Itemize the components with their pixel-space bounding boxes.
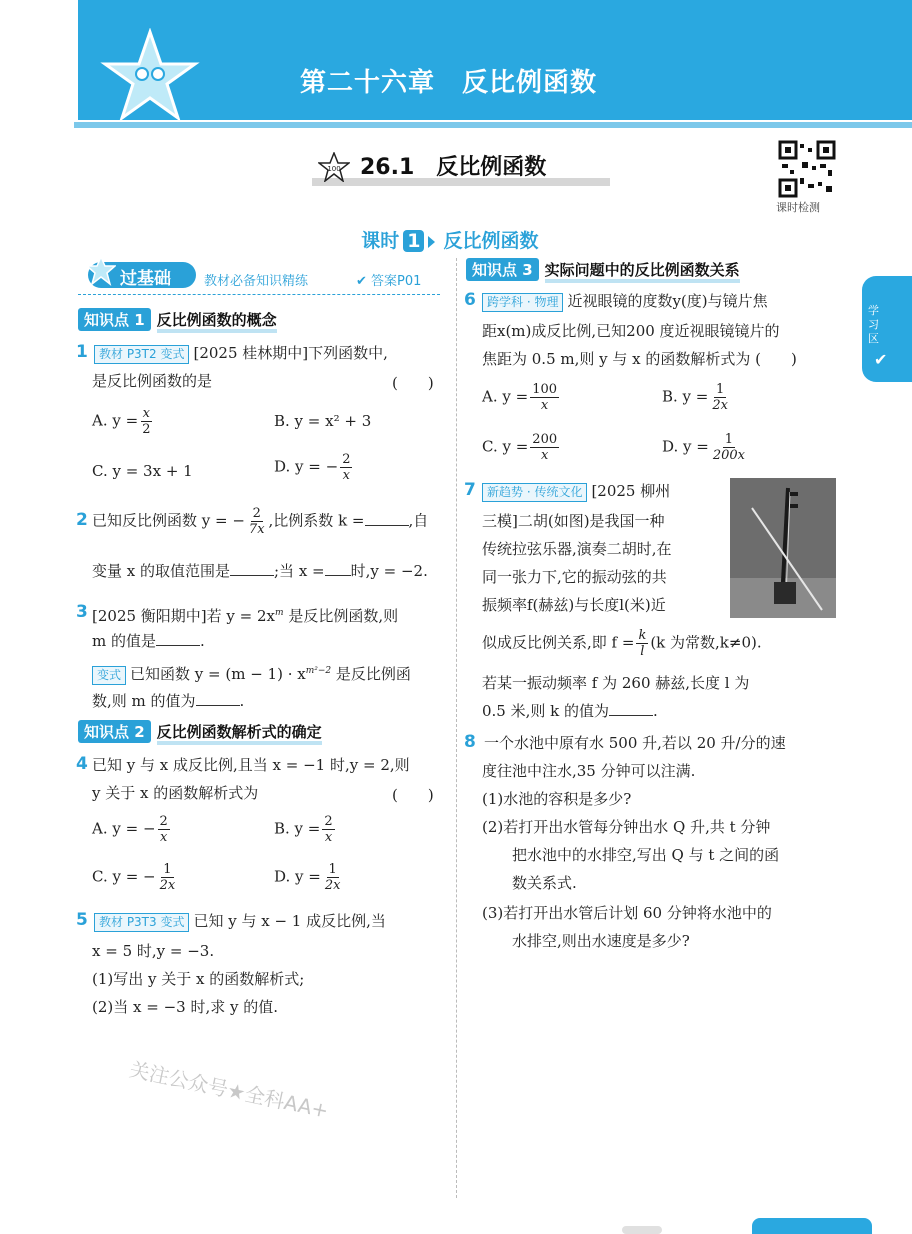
opt-label: C. y = − bbox=[92, 867, 156, 886]
q2-text-c: ,自 bbox=[408, 511, 429, 530]
q3-text-c: m 的值是 bbox=[92, 632, 156, 650]
answer-blank[interactable] bbox=[365, 525, 409, 526]
q8-sub3-line2: 水排空,则出水速度是多少? bbox=[512, 932, 690, 950]
lesson-heading bbox=[348, 204, 539, 253]
q3-variant-text-b: 是反比例函 bbox=[331, 665, 411, 683]
arrow-right-icon bbox=[428, 236, 435, 248]
q2-text-b: ,比例系数 k = bbox=[268, 511, 365, 530]
q5-sub1: (1)写出 y 关于 x 的函数解析式; bbox=[92, 970, 305, 988]
q2-line2 bbox=[92, 560, 428, 582]
q4-line1: 已知 y 与 x 成反比例,且当 x = −1 时,y = 2,则 bbox=[92, 756, 410, 774]
opt-label: A. y = − bbox=[92, 819, 156, 838]
q7-line5: 振频率f(赫兹)与长度l(米)近 bbox=[482, 596, 666, 614]
question-number: 3 bbox=[76, 602, 88, 622]
checkmark-icon: ✔ bbox=[874, 350, 888, 369]
answer-blank[interactable] bbox=[156, 645, 200, 646]
question-tag: 教材 P3T3 变式 bbox=[94, 913, 189, 932]
numerator: 2 bbox=[159, 814, 168, 829]
fraction bbox=[530, 382, 559, 413]
q3-variant-line1 bbox=[92, 660, 411, 685]
q4-option-c[interactable] bbox=[92, 862, 179, 893]
q4-line2: y 关于 x 的函数解析式为 bbox=[92, 784, 259, 802]
q8-sub3-line1: (3)若打开出水管后计划 60 分钟将水池中的 bbox=[482, 904, 772, 922]
opt-label: D. y = bbox=[274, 867, 321, 886]
lesson-title: 反比例函数 bbox=[443, 230, 539, 252]
q1-option-d[interactable] bbox=[274, 452, 354, 483]
kp-title: 反比例函数解析式的确定 bbox=[157, 723, 322, 745]
q8-sub2-line3: 数关系式. bbox=[512, 874, 577, 892]
q1-line1 bbox=[94, 342, 388, 364]
answer-blank[interactable] bbox=[230, 575, 274, 576]
numerator: 2 bbox=[252, 506, 261, 521]
fraction bbox=[158, 814, 170, 845]
knowledge-point-3 bbox=[466, 258, 740, 281]
opt-label: B. y = bbox=[662, 387, 709, 406]
q6-line3: 焦距为 0.5 m,则 y 与 x 的函数解析式为 ( ) bbox=[482, 350, 797, 368]
lesson-number: 1 bbox=[403, 230, 424, 252]
q7-line1 bbox=[482, 480, 670, 502]
q3-variant-text-c: 数,则 m 的值为 bbox=[92, 692, 196, 710]
kp-tag: 知识点 2 bbox=[78, 720, 151, 743]
section-title: 26.1 反比例函数 bbox=[360, 155, 547, 180]
fraction bbox=[711, 432, 747, 463]
numerator: 1 bbox=[328, 862, 337, 877]
q8-line1: 一个水池中原有水 500 升,若以 20 升/分的速 bbox=[484, 734, 786, 752]
numerator: 1 bbox=[716, 382, 725, 397]
question-number: 2 bbox=[76, 510, 88, 530]
q8-sub1: (1)水池的容积是多少? bbox=[482, 790, 632, 808]
numerator: 1 bbox=[163, 862, 172, 877]
opt-label: A. y = bbox=[92, 411, 139, 430]
q7-line2: 三模]二胡(如图)是我国一种 bbox=[482, 512, 665, 530]
q1-option-c[interactable]: C. y = 3x + 1 bbox=[92, 462, 193, 480]
question-number: 6 bbox=[464, 290, 476, 310]
footer-decoration bbox=[622, 1226, 662, 1234]
fraction bbox=[140, 406, 152, 437]
q3-variant-line2: 数,则 m 的值为 . bbox=[92, 692, 245, 710]
q7-text-b: (k 为常数,k≠0). bbox=[650, 633, 762, 652]
kp-title: 反比例函数的概念 bbox=[157, 311, 277, 333]
qr-code-icon[interactable] bbox=[778, 140, 836, 198]
answer-blank[interactable] bbox=[196, 705, 240, 706]
denominator: x bbox=[541, 448, 549, 463]
q2-text-e: ;当 x = bbox=[274, 562, 325, 580]
star-mascot-icon bbox=[100, 28, 200, 128]
answer-paren[interactable]: ( ) bbox=[392, 786, 434, 804]
q6-option-a[interactable] bbox=[482, 382, 561, 413]
q5-line1 bbox=[94, 910, 386, 932]
kp-tag: 知识点 3 bbox=[466, 258, 539, 281]
variant-tag: 变式 bbox=[92, 666, 126, 685]
denominator: 2 bbox=[142, 422, 151, 437]
q7-text: [2025 柳州 bbox=[591, 482, 671, 500]
q6-option-c[interactable] bbox=[482, 432, 561, 463]
q6-line1 bbox=[482, 290, 768, 312]
q5-sub2: (2)当 x = −3 时,求 y 的值. bbox=[92, 998, 279, 1016]
denominator: x bbox=[324, 830, 333, 845]
q2-text-d: 变量 x 的取值范围是 bbox=[92, 562, 230, 580]
question-tag: 跨学科 · 物理 bbox=[482, 293, 563, 312]
chapter-title: 第二十六章 反比例函数 bbox=[300, 68, 598, 98]
footer-badge bbox=[752, 1218, 872, 1234]
q1-option-b[interactable]: B. y = x² + 3 bbox=[274, 412, 372, 430]
opt-label: C. y = bbox=[482, 437, 529, 456]
numerator: 2 bbox=[324, 814, 333, 829]
q7-line7: 若某一振动频率 f 为 260 赫兹,长度 l 为 bbox=[482, 674, 750, 692]
knowledge-point-1 bbox=[78, 308, 277, 331]
answer-ref-text: 答案P01 bbox=[371, 274, 422, 289]
fraction bbox=[530, 432, 559, 463]
denominator: 2x bbox=[324, 878, 341, 893]
question-number: 8 bbox=[464, 732, 476, 752]
qr-label: 课时检测 bbox=[776, 201, 820, 214]
opt-label: D. y = − bbox=[274, 457, 339, 476]
q4-option-d[interactable] bbox=[274, 862, 344, 893]
fraction bbox=[247, 506, 267, 537]
q7-line4: 同一张力下,它的振动弦的共 bbox=[482, 568, 667, 586]
denominator: x bbox=[342, 468, 350, 483]
q8-line2: 度往池中注水,35 分钟可以注满. bbox=[482, 762, 696, 780]
q8-sub2-line2: 把水池中的水排空,写出 Q 与 t 之间的函 bbox=[512, 846, 780, 864]
side-tab-label: 学习区 bbox=[868, 304, 879, 345]
denominator: 7x bbox=[248, 522, 265, 537]
q7-line6 bbox=[482, 628, 762, 659]
exponent: m²−2 bbox=[305, 666, 332, 676]
numerator: k bbox=[638, 628, 647, 643]
q2-text-a: 已知反比例函数 y = − bbox=[92, 511, 245, 530]
fraction bbox=[636, 628, 648, 659]
fraction bbox=[322, 814, 334, 845]
question-number: 5 bbox=[76, 910, 88, 930]
fraction bbox=[710, 382, 730, 413]
numerator: x bbox=[142, 406, 150, 421]
kp-title: 实际问题中的反比例函数关系 bbox=[545, 261, 740, 283]
q7-text-c: 0.5 米,则 k 的值为 bbox=[482, 702, 610, 720]
answer-blank[interactable] bbox=[325, 575, 351, 576]
knowledge-point-2 bbox=[78, 720, 322, 743]
numerator: 100 bbox=[532, 382, 558, 397]
q2-text-f: 时,y = −2. bbox=[350, 562, 428, 580]
star-mascot-small-icon bbox=[86, 256, 116, 286]
watermark: 关注公众号★全科AA+ bbox=[127, 1057, 331, 1123]
q7-text-a: 似成反比例关系,即 f = bbox=[482, 633, 635, 652]
question-number: 7 bbox=[464, 480, 476, 500]
star-badge-icon bbox=[318, 152, 350, 182]
chapter-banner bbox=[78, 0, 912, 120]
kp-tag: 知识点 1 bbox=[78, 308, 151, 331]
denominator: x bbox=[540, 398, 549, 413]
base-divider bbox=[78, 294, 440, 296]
fraction bbox=[158, 862, 178, 893]
opt-label: A. y = bbox=[482, 387, 529, 406]
answer-paren[interactable]: ( ) bbox=[392, 374, 434, 392]
q6-line2: 距x(m)成反比例,已知200 度近视眼镜镜片的 bbox=[482, 322, 780, 340]
q1-text: [2025 桂林期中]下列函数中, bbox=[193, 344, 388, 362]
opt-label: D. y = bbox=[662, 437, 709, 456]
q7-line8: 0.5 米,则 k 的值为 . bbox=[482, 702, 658, 720]
fraction bbox=[323, 862, 343, 893]
q5-text: 已知 y 与 x − 1 成反比例,当 bbox=[193, 912, 386, 930]
denominator: l bbox=[640, 644, 645, 659]
answer-blank[interactable] bbox=[609, 715, 653, 716]
numerator: 2 bbox=[342, 452, 351, 467]
denominator: x bbox=[159, 830, 168, 845]
svg-text:100: 100 bbox=[327, 165, 341, 173]
q7-line3: 传统拉弦乐器,演奏二胡时,在 bbox=[482, 540, 672, 558]
q5-line2: x = 5 时,y = −3. bbox=[92, 942, 215, 960]
denominator: 2x bbox=[712, 398, 728, 413]
q3-line2: m 的值是 . bbox=[92, 632, 205, 650]
denominator: 200x bbox=[712, 448, 745, 463]
numerator: 200 bbox=[532, 432, 558, 447]
question-tag: 新趋势 · 传统文化 bbox=[482, 483, 587, 502]
q8-sub2-line1: (2)若打开出水管每分钟出水 Q 升,共 t 分钟 bbox=[482, 818, 771, 836]
q1-line2: 是反比例函数的是 bbox=[92, 372, 213, 390]
q4-option-a[interactable] bbox=[92, 814, 172, 845]
check-icon: ✔ bbox=[356, 274, 372, 289]
column-divider bbox=[456, 258, 458, 1198]
q3-text: [2025 衡阳期中]若 y = 2x bbox=[92, 607, 275, 625]
base-title: 过基础 bbox=[120, 269, 171, 289]
exponent: m bbox=[275, 608, 284, 618]
q3-text-b: 是反比例函数,则 bbox=[283, 607, 399, 625]
lesson-prefix: 课时 bbox=[361, 230, 400, 252]
question-tag: 教材 P3T2 变式 bbox=[94, 345, 189, 364]
q6-text: 近视眼镜的度数y(度)与镜片焦 bbox=[567, 292, 768, 310]
question-number: 1 bbox=[76, 342, 88, 362]
q3-variant-text: 已知函数 y = (m − 1) · x bbox=[130, 665, 306, 683]
base-description: 教材必备知识精练 bbox=[204, 274, 309, 289]
q2-line1 bbox=[92, 506, 428, 537]
q3-line1 bbox=[92, 602, 398, 627]
fraction bbox=[340, 452, 352, 483]
answer-reference bbox=[356, 270, 421, 289]
q4-option-b[interactable] bbox=[274, 814, 337, 845]
opt-label: B. y = bbox=[274, 819, 321, 838]
q6-option-b[interactable] bbox=[662, 382, 732, 413]
erhu-photo bbox=[730, 478, 836, 618]
question-number: 4 bbox=[76, 754, 88, 774]
q1-option-a[interactable] bbox=[92, 406, 154, 437]
numerator: 1 bbox=[724, 432, 734, 447]
denominator: 2x bbox=[159, 878, 176, 893]
q6-option-d[interactable] bbox=[662, 432, 749, 463]
